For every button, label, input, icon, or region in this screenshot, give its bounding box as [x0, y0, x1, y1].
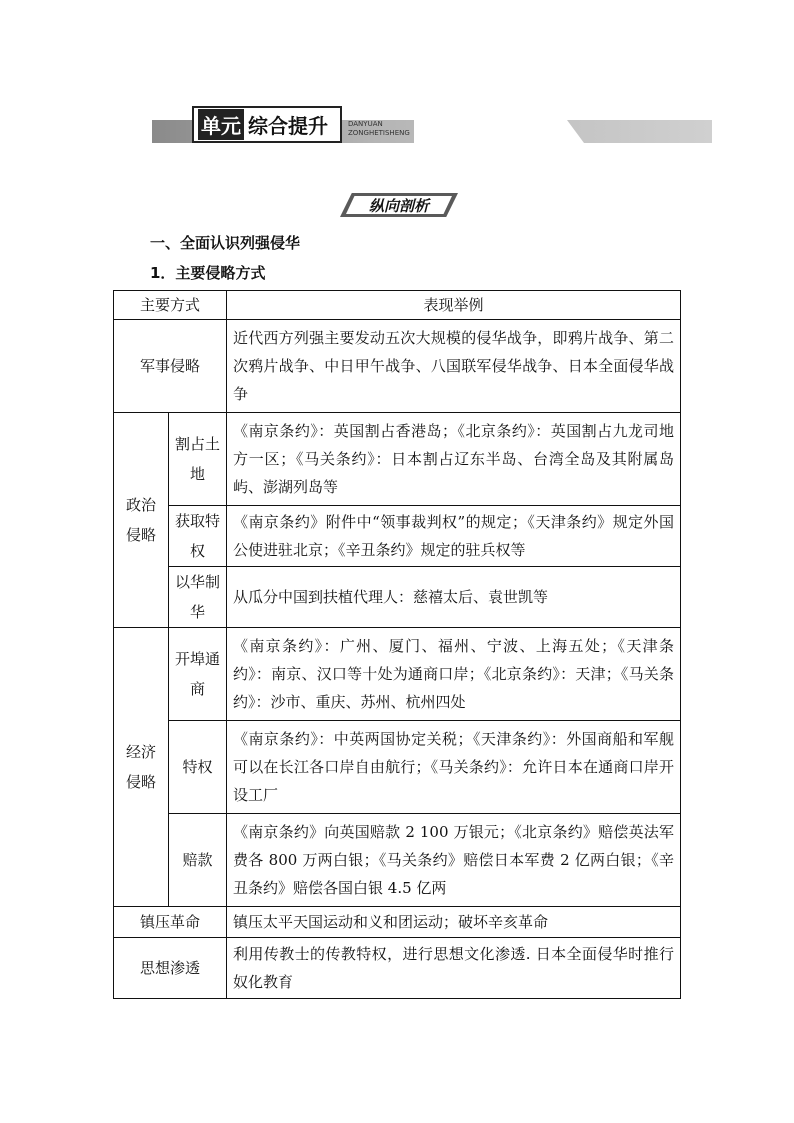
suppression-label: 镇压革命	[114, 907, 227, 938]
table-row-political-2	[114, 506, 681, 567]
table-row-suppression	[114, 907, 681, 938]
badge-light-text: 综合提升	[248, 114, 328, 138]
ideology-text: 利用传教士的传教特权，进行思想文化渗透. 日本全面侵华时推行奴化教育	[227, 938, 681, 999]
ideology-label: 思想渗透	[114, 938, 227, 999]
political-sub-1: 割占土地	[169, 413, 227, 506]
badge-dark-text: 单元	[198, 109, 244, 140]
pinyin-line-2: ZONGHETISHENG	[348, 129, 410, 137]
heading-1: 一、全面认识列强侵华	[150, 234, 301, 252]
table-row-economic-3	[114, 814, 681, 907]
military-text: 近代西方列强主要发动五次大规模的侵华战争，即鸦片战争、第二次鸦片战争、中日甲午战争、八国联军侵华战争、日本全面侵华战争	[227, 320, 681, 413]
table-row-economic-1	[114, 628, 681, 721]
table-row-military	[114, 320, 681, 413]
military-label: 军事侵略	[114, 320, 227, 413]
table-row-economic-2	[114, 721, 681, 814]
political-sub-2: 获取特权	[169, 506, 227, 567]
header-cell-method: 主要方式	[114, 291, 227, 320]
section-tag-label: 纵向剖析	[368, 196, 429, 215]
economic-text-2: 《南京条约》：中英两国协定关税；《天津条约》：外国商船和军舰可以在长江各口岸自由航行；《马关条约》：允许日本在通商口岸开设工厂	[227, 721, 681, 814]
table-row-political-3	[114, 567, 681, 628]
banner-stripe-gap	[414, 120, 584, 143]
header-cell-examples: 表现举例	[227, 291, 681, 320]
political-text-2: 《南京条约》附件中“领事裁判权”的规定；《天津条约》规定外国公使进驻北京；《辛丑条约》规定的驻兵权等	[227, 506, 681, 567]
unit-badge	[192, 106, 342, 143]
table-row-ideology	[114, 938, 681, 999]
banner-pinyin	[348, 120, 410, 138]
suppression-text: 镇压太平天国运动和义和团运动；破坏辛亥革命	[227, 907, 681, 938]
political-sub-3: 以华制华	[169, 567, 227, 628]
unit-banner	[152, 106, 712, 146]
political-label: 政治侵略	[114, 413, 169, 628]
invasion-methods-table	[113, 290, 681, 999]
economic-label: 经济侵略	[114, 628, 169, 907]
table-header-row	[114, 291, 681, 320]
economic-text-1: 《南京条约》：广州、厦门、福州、宁波、上海五处；《天津条约》：南京、汉口等十处为通商口岸；《北京条约》：天津；《马关条约》：沙市、重庆、苏州、杭州四处	[227, 628, 681, 721]
economic-sub-2: 特权	[169, 721, 227, 814]
pinyin-line-1: DANYUAN	[348, 120, 383, 128]
political-text-1: 《南京条约》：英国割占香港岛；《北京条约》：英国割占九龙司地方一区；《马关条约》：日本割占辽东半岛、台湾全岛及其附属岛屿、澎湖列岛等	[227, 413, 681, 506]
section-tag	[340, 193, 458, 217]
economic-text-3: 《南京条约》向英国赔款 2 100 万银元；《北京条约》赔偿英法军费各 800 万两白银；《马关条约》赔偿日本军费 2 亿两白银；《辛丑条约》赔偿各国白银 4.5 亿两	[227, 814, 681, 907]
economic-sub-1: 开埠通商	[169, 628, 227, 721]
heading-2: 1．主要侵略方式	[150, 264, 266, 282]
economic-sub-3: 赔款	[169, 814, 227, 907]
political-text-3: 从瓜分中国到扶植代理人：慈禧太后、袁世凯等	[227, 567, 681, 628]
table-row-political-1	[114, 413, 681, 506]
